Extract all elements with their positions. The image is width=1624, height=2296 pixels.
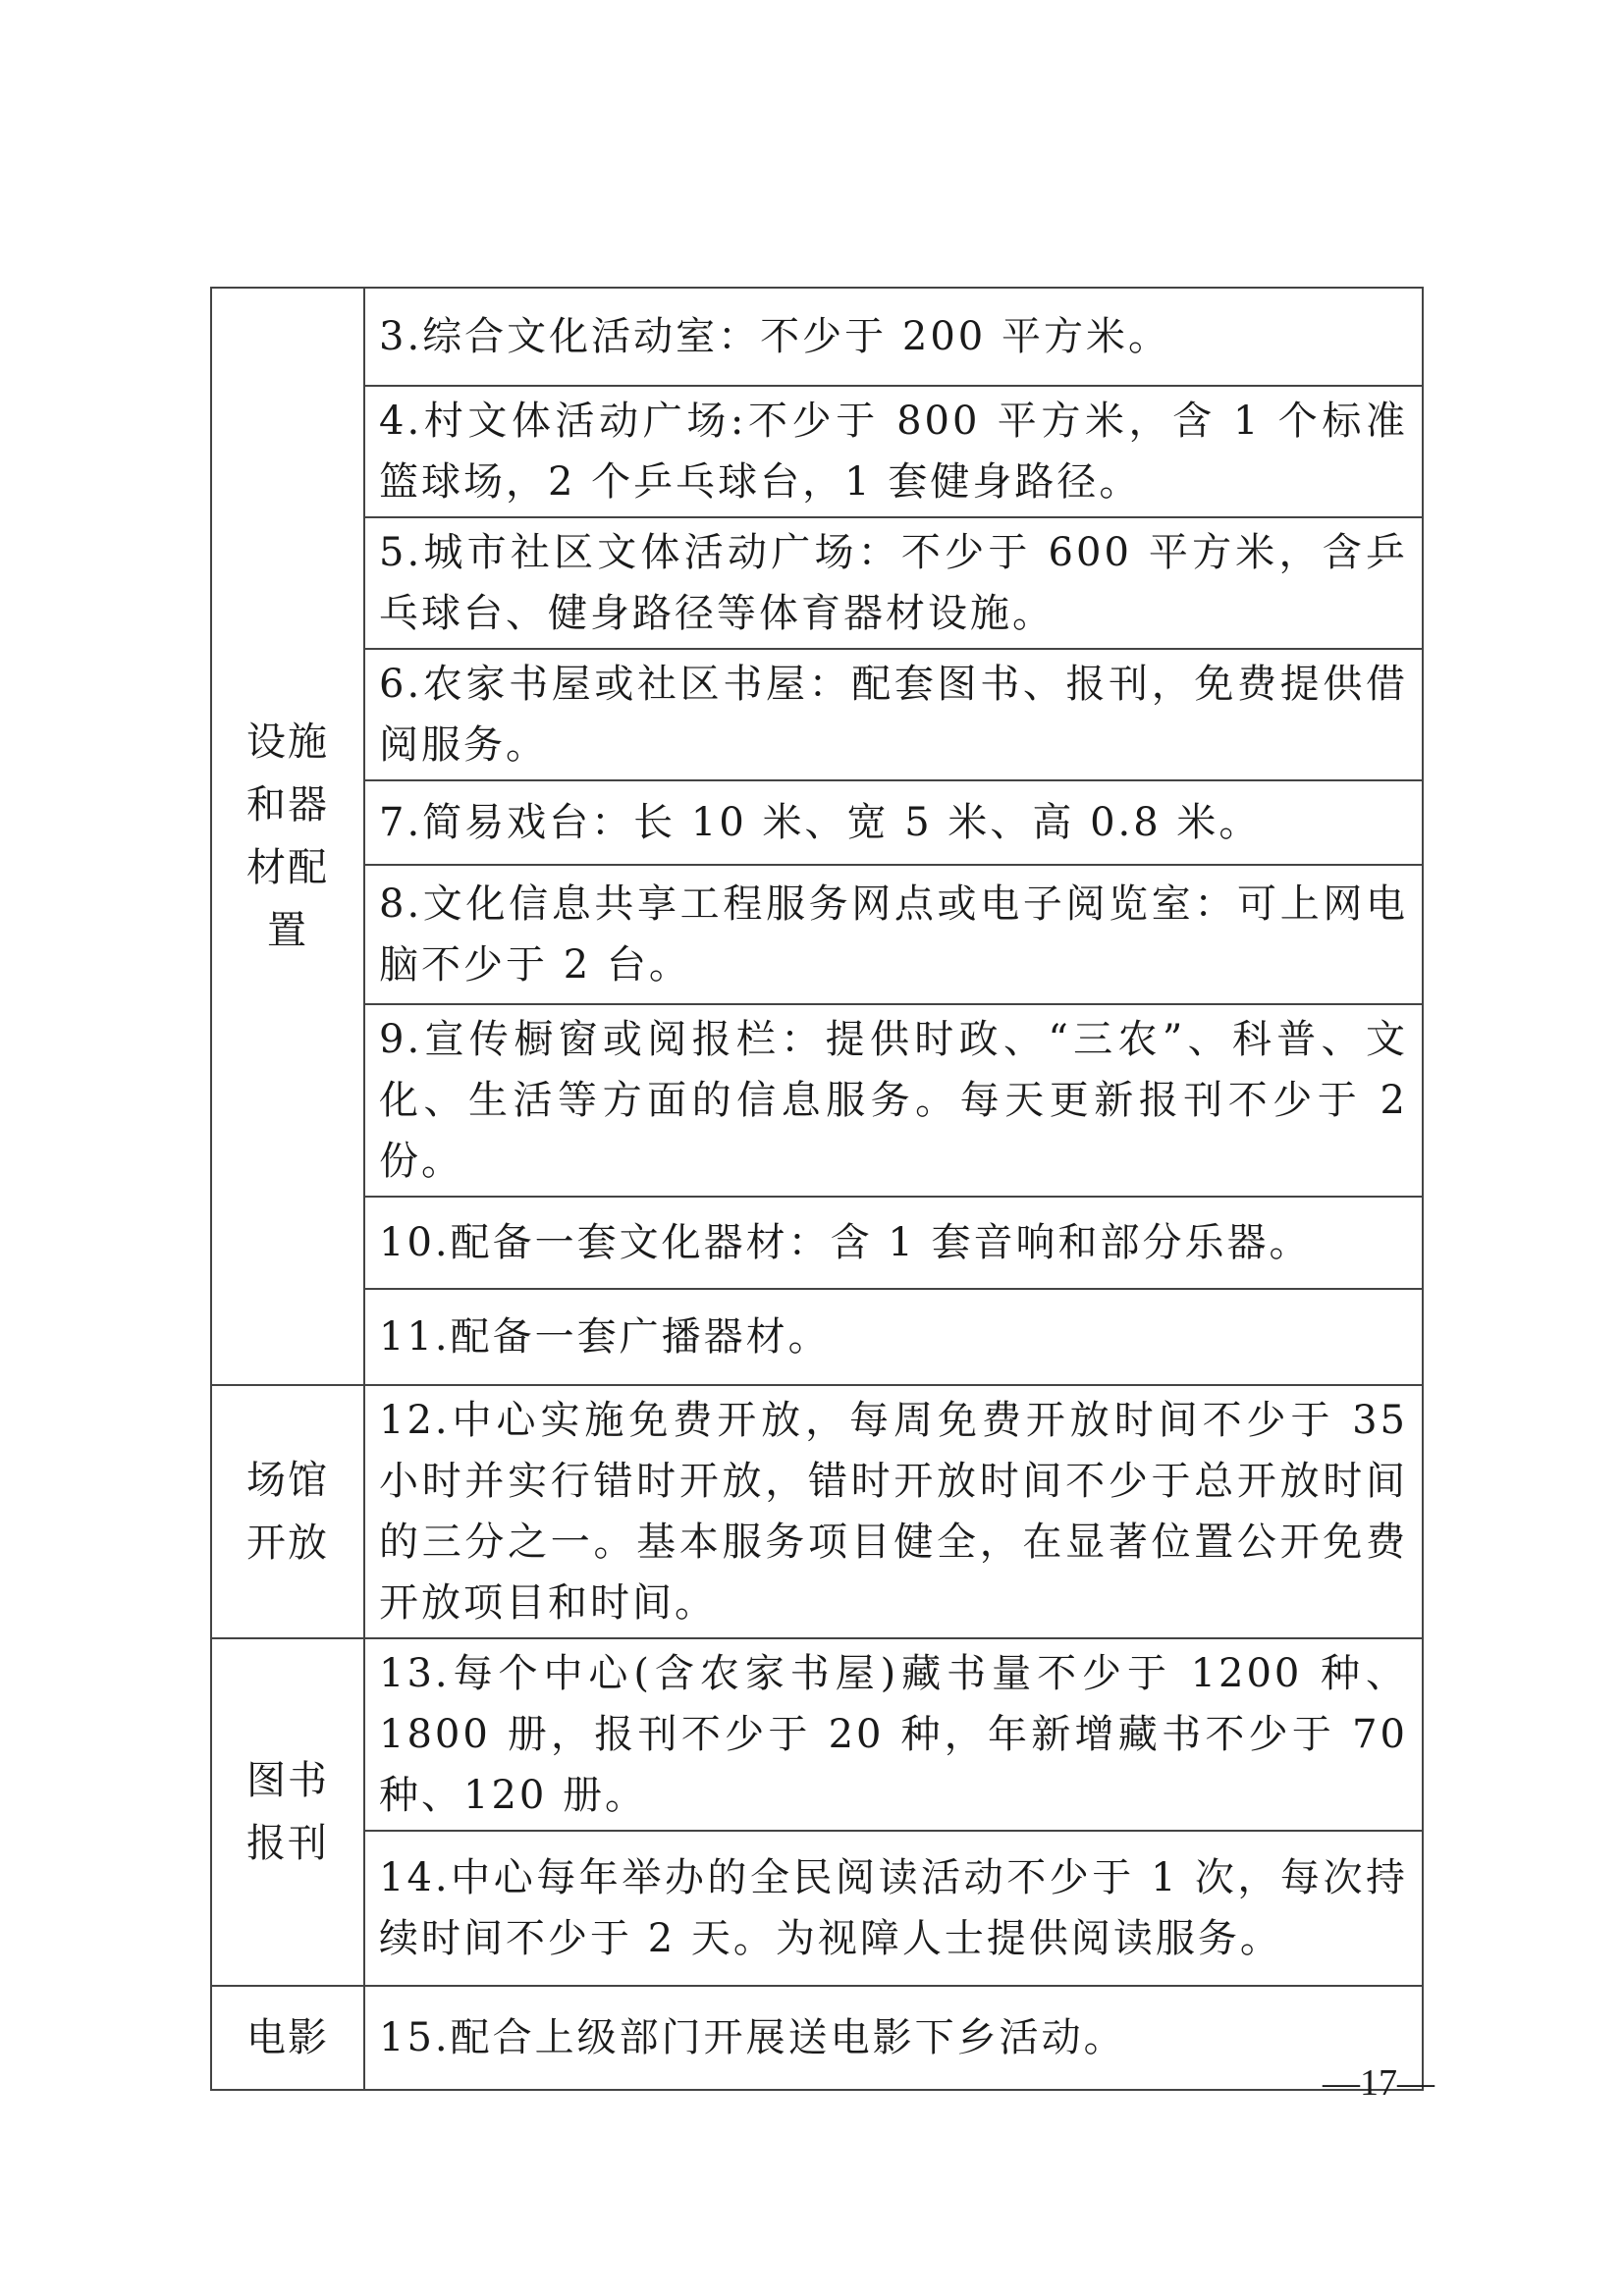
table-row [211, 649, 1423, 780]
category-label: 电影 [246, 2015, 329, 2060]
category-cell-venue-opening [211, 1385, 364, 1638]
table-row [211, 780, 1423, 865]
item-cell: 13.每个中心(含农家书屋)藏书量不少于 1200 种、1800 册，报刊不少于 20 种，年新增藏书不少于 70 种、120 册。 [364, 1638, 1423, 1831]
standards-table [210, 287, 1424, 2091]
table-row [211, 1004, 1423, 1197]
category-cell-books [211, 1638, 364, 1986]
table-row [211, 386, 1423, 517]
table-row [211, 288, 1423, 386]
item-cell: 8.文化信息共享工程服务网点或电子阅览室：可上网电脑不少于 2 台。 [364, 865, 1423, 1004]
table-row [211, 1986, 1423, 2090]
item-cell: 7.简易戏台：长 10 米、宽 5 米、高 0.8 米。 [364, 780, 1423, 865]
category-cell-film [211, 1986, 364, 2090]
table-row [211, 865, 1423, 1004]
table-row [211, 1638, 1423, 1831]
table-row [211, 1289, 1423, 1385]
item-cell: 14.中心每年举办的全民阅读活动不少于 1 次，每次持续时间不少于 2 天。为视障人士提供阅读服务。 [364, 1831, 1423, 1986]
item-cell: 9.宣传橱窗或阅报栏：提供时政、“三农”、科普、文化、生活等方面的信息服务。每天更新报刊不少于 2 份。 [364, 1004, 1423, 1197]
item-cell: 4.村文体活动广场:不少于 800 平方米，含 1 个标准篮球场，2 个乒乓球台，1 套健身路径。 [364, 386, 1423, 517]
category-label: 设施和器材配置 [246, 720, 329, 953]
table-row [211, 517, 1423, 649]
item-cell: 3.综合文化活动室：不少于 200 平方米。 [364, 288, 1423, 386]
page-number: —17— [1323, 2062, 1435, 2104]
category-label: 图书报刊 [246, 1758, 329, 1866]
item-cell: 5.城市社区文体活动广场：不少于 600 平方米，含乒乓球台、健身路径等体育器材设施。 [364, 517, 1423, 649]
item-cell: 11.配备一套广播器材。 [364, 1289, 1423, 1385]
table-row [211, 1385, 1423, 1638]
table-row [211, 1831, 1423, 1986]
item-cell: 10.配备一套文化器材：含 1 套音响和部分乐器。 [364, 1197, 1423, 1289]
item-cell: 6.农家书屋或社区书屋：配套图书、报刊，免费提供借阅服务。 [364, 649, 1423, 780]
category-label: 场馆开放 [246, 1458, 329, 1566]
category-cell-facilities [211, 288, 364, 1385]
table-row [211, 1197, 1423, 1289]
item-cell: 15.配合上级部门开展送电影下乡活动。 [364, 1986, 1423, 2090]
item-cell: 12.中心实施免费开放，每周免费开放时间不少于 35 小时并实行错时开放，错时开放时间不少于总开放时间的三分之一。基本服务项目健全，在显著位置公开免费开放项目和时间。 [364, 1385, 1423, 1638]
